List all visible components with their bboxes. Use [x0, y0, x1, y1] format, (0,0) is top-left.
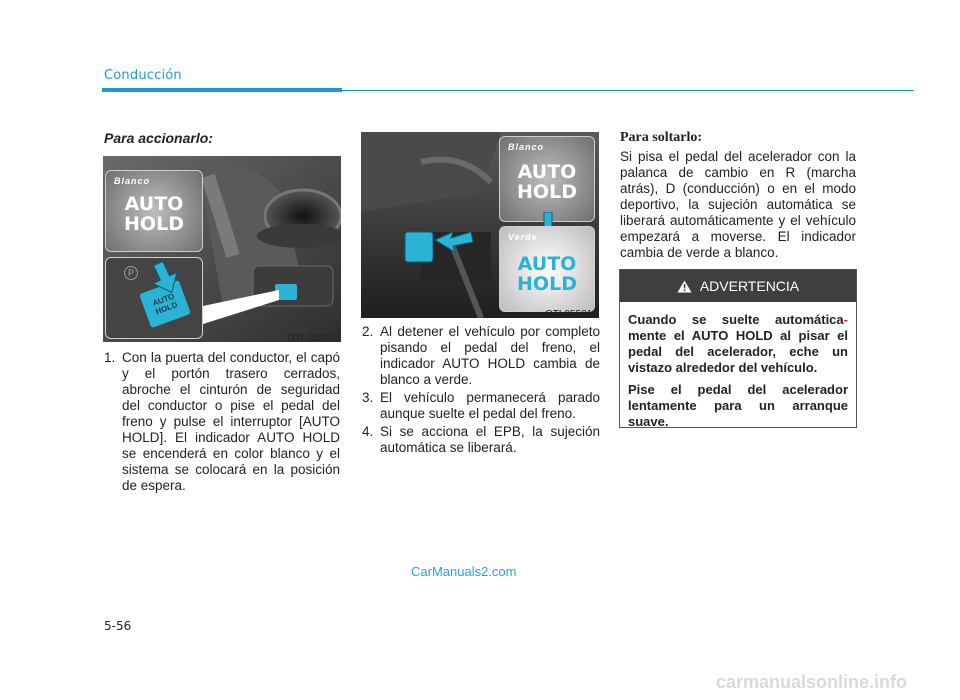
right-subhead: Para soltarlo: [620, 130, 703, 145]
warning-paragraph-2: Pise el pedal del acelerador lentamente para un arranque suave. [628, 382, 848, 429]
indicator-white-2-label: Blanco [508, 142, 545, 152]
step-4-number: 4. [362, 424, 374, 439]
step-1 [104, 350, 340, 494]
warning-paragraph-1 [628, 312, 848, 376]
indicator-white [105, 170, 203, 252]
left-photo-code: OTL055018 [287, 333, 340, 344]
warning-p1-part-a: Cuando se suelte automática [628, 312, 844, 327]
warning-p1-hyphen: - [843, 312, 848, 327]
step-4 [362, 424, 600, 456]
header-rule-thick [102, 88, 342, 92]
indicator-white-2-line2: HOLD [517, 181, 577, 203]
park-icon: P [124, 266, 138, 280]
warning-body [620, 302, 856, 430]
watermark-link[interactable]: CarManuals2.com [411, 564, 517, 579]
auto-hold-switch-label: AUTO HOLD [151, 291, 179, 317]
indicator-green [499, 226, 595, 312]
step-4-text: Si se acciona el EPB, la sujeción automática se liberará. [380, 424, 600, 455]
header-rule-thin [342, 90, 914, 91]
middle-photo-code: OTL055019 [545, 309, 598, 320]
indicator-white-2 [499, 136, 595, 222]
indicator-green-line2: HOLD [517, 273, 577, 295]
step-3-text: El vehículo permanecerá parado aunque suelte el pedal del freno. [380, 390, 600, 421]
indicator-white-label: Blanco [114, 176, 151, 186]
pedal-photo [361, 132, 599, 318]
right-body [620, 149, 856, 261]
indicator-white-line1: AUTO [124, 193, 184, 215]
console-photo [103, 156, 341, 342]
indicator-green-label: Verde [508, 232, 538, 242]
release-paragraph: Si pisa el pedal del acelerador con la palanca de cambio en R (marcha atrás), D (conducción) o en el modo deportivo, la sujeción automática se liberará automáticamente y el vehículo empezará a moverse. El indicador cambia de verde a blanco. [620, 149, 856, 260]
step-3 [362, 390, 600, 422]
warning-box [619, 269, 857, 428]
page-number: 5-56 [104, 619, 132, 633]
step-2-text: Al detener el vehículo por completo pisando el pedal del freno, el indicador AUTO HOLD cambia de blanco a verde. [380, 324, 600, 387]
indicator-white-line2: HOLD [124, 213, 184, 235]
step-2-number: 2. [362, 324, 374, 339]
step-1-text: Con la puerta del conductor, el capó y el portón trasero cerrados, abroche el cinturón de seguridad del conductor o pise el pedal del freno y pulse el interruptor [AUTO HOLD]. El indicador AUTO HOLD se encenderá en color blanco y el sistema se colocará en la posición de espera. [122, 350, 340, 493]
indicator-green-line1: AUTO [517, 253, 577, 275]
warning-header [620, 270, 856, 302]
footer-site-mark: carmanualsonline.info [716, 672, 908, 692]
warning-p1-part-b: mente el AUTO HOLD al pisar el pedal del acelerador, eche un vistazo alrededor del vehículo. [628, 328, 848, 375]
step-1-number: 1. [104, 350, 116, 365]
middle-steps [362, 324, 600, 458]
auto-hold-switch-closeup [105, 257, 203, 339]
step-3-number: 3. [362, 390, 374, 405]
press-arrow-icon [150, 262, 180, 296]
warning-title: ADVERTENCIA [699, 278, 800, 294]
section-title: Conducción [104, 68, 182, 83]
left-steps [104, 350, 340, 496]
indicator-white-2-line1: AUTO [517, 161, 577, 183]
left-subhead: Para accionarlo: [104, 130, 213, 146]
step-2 [362, 324, 600, 388]
warning-triangle-icon [677, 280, 692, 293]
